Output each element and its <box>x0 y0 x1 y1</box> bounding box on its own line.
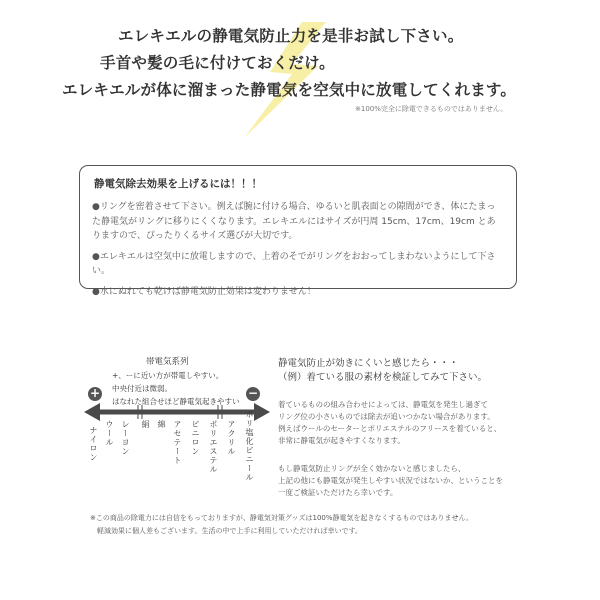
series-note-3: はなれた組合せほど静電気起きやすい <box>112 397 240 406</box>
material-label-rayon: レーヨン <box>121 420 130 456</box>
footer-notes <box>90 512 473 538</box>
plus-sign-icon: + <box>89 386 101 400</box>
tip-item-2: ●エレキエルは空気中に放電しますので、上着のそでがリングをおおってしまわないようにして下さい。 <box>92 251 496 276</box>
footer-line-1: ※この商品の除電力には自信をもっておりますが、静電気対策グッズは100%静電気を起きなくするものではありません。 <box>90 514 473 522</box>
material-label-acetate: アセテート <box>173 420 182 465</box>
material-label-silk: 絹 <box>141 420 150 429</box>
series-note-2: 中央付近は微弱。 <box>112 384 172 393</box>
headline-line-1: エレキエルの静電気防止力を是非お試し下さい。 <box>118 27 464 45</box>
tips-box <box>79 165 517 297</box>
headline-line-2: 手首や髪の毛に付けておくだけ。 <box>100 54 335 72</box>
material-label-vinylon: ビニロン <box>191 420 200 456</box>
advice-p1-line-1: 着ているものの組み合わせによっては、静電気を発生し過ぎて <box>278 400 488 409</box>
advice-section <box>278 357 503 499</box>
tip-item-3: ●水にぬれても乾けば静電気防止効果は変わりません！ <box>92 286 316 297</box>
series-title: 帯電気系列 <box>146 357 189 367</box>
material-label-polyester: ポリエステル <box>209 420 218 474</box>
material-label-pvc: ポリ塩化ビニール <box>245 410 254 482</box>
tip-item-1: ●リングを密着させて下さい。例えば腕に付ける場合、ゆるいと肌表面との隙間ができ、体にたまった静電気がリングに移りにくくなります。エレキエルにはサイズが円周 15cm、17cm、19cm とありますので、ぴったりくるサイズ選びが大切です。 <box>92 202 496 241</box>
minus-sign-icon: − <box>247 386 259 400</box>
advice-p2-line-1: もし静電気防止リングが全く効かないと感じましたら、 <box>278 464 466 473</box>
series-note-1: +、ーに近い方が帯電しやすい。 <box>112 371 224 380</box>
advice-p1-line-2: リング位の小さいものでは除去が追いつかない場合があります。 <box>278 412 495 421</box>
advice-p2-line-3: 一度ご検証いただけたら幸いです。 <box>278 488 398 497</box>
advice-p1-line-4: 非常に静電気が起きやすくなります。 <box>278 436 405 445</box>
advice-title-line-2: （例）着ている服の素材を検証してみて下さい。 <box>278 372 488 383</box>
tips-title: 静電気除去効果を上げるには！！！ <box>94 178 262 190</box>
advice-title-line-1: 静電気防止が効きにくいと感じたら・・・ <box>278 358 459 369</box>
material-label-nylon: ナイロン <box>89 426 98 462</box>
material-label-wool: ウール <box>105 420 114 447</box>
material-label-cotton: 綿 <box>157 420 166 429</box>
top-disclaimer: ※100%完全に除電できるものではありません。 <box>355 105 508 113</box>
advice-p1-line-3: 例えばウールのセーターとポリエステルのフリースを着ていると、 <box>278 424 502 433</box>
headline-line-3: エレキエルが体に溜まった静電気を空気中に放電してくれます。 <box>62 81 517 99</box>
material-label-acrylic: アクリル <box>227 420 236 456</box>
footer-line-2: 軽減効果に個人差もございます。生活の中で上手に利用していただければ幸いです。 <box>97 527 362 535</box>
advice-p2-line-2: 上記の他にも静電気が発生しやすい状況ではないか、ということを <box>278 476 503 485</box>
